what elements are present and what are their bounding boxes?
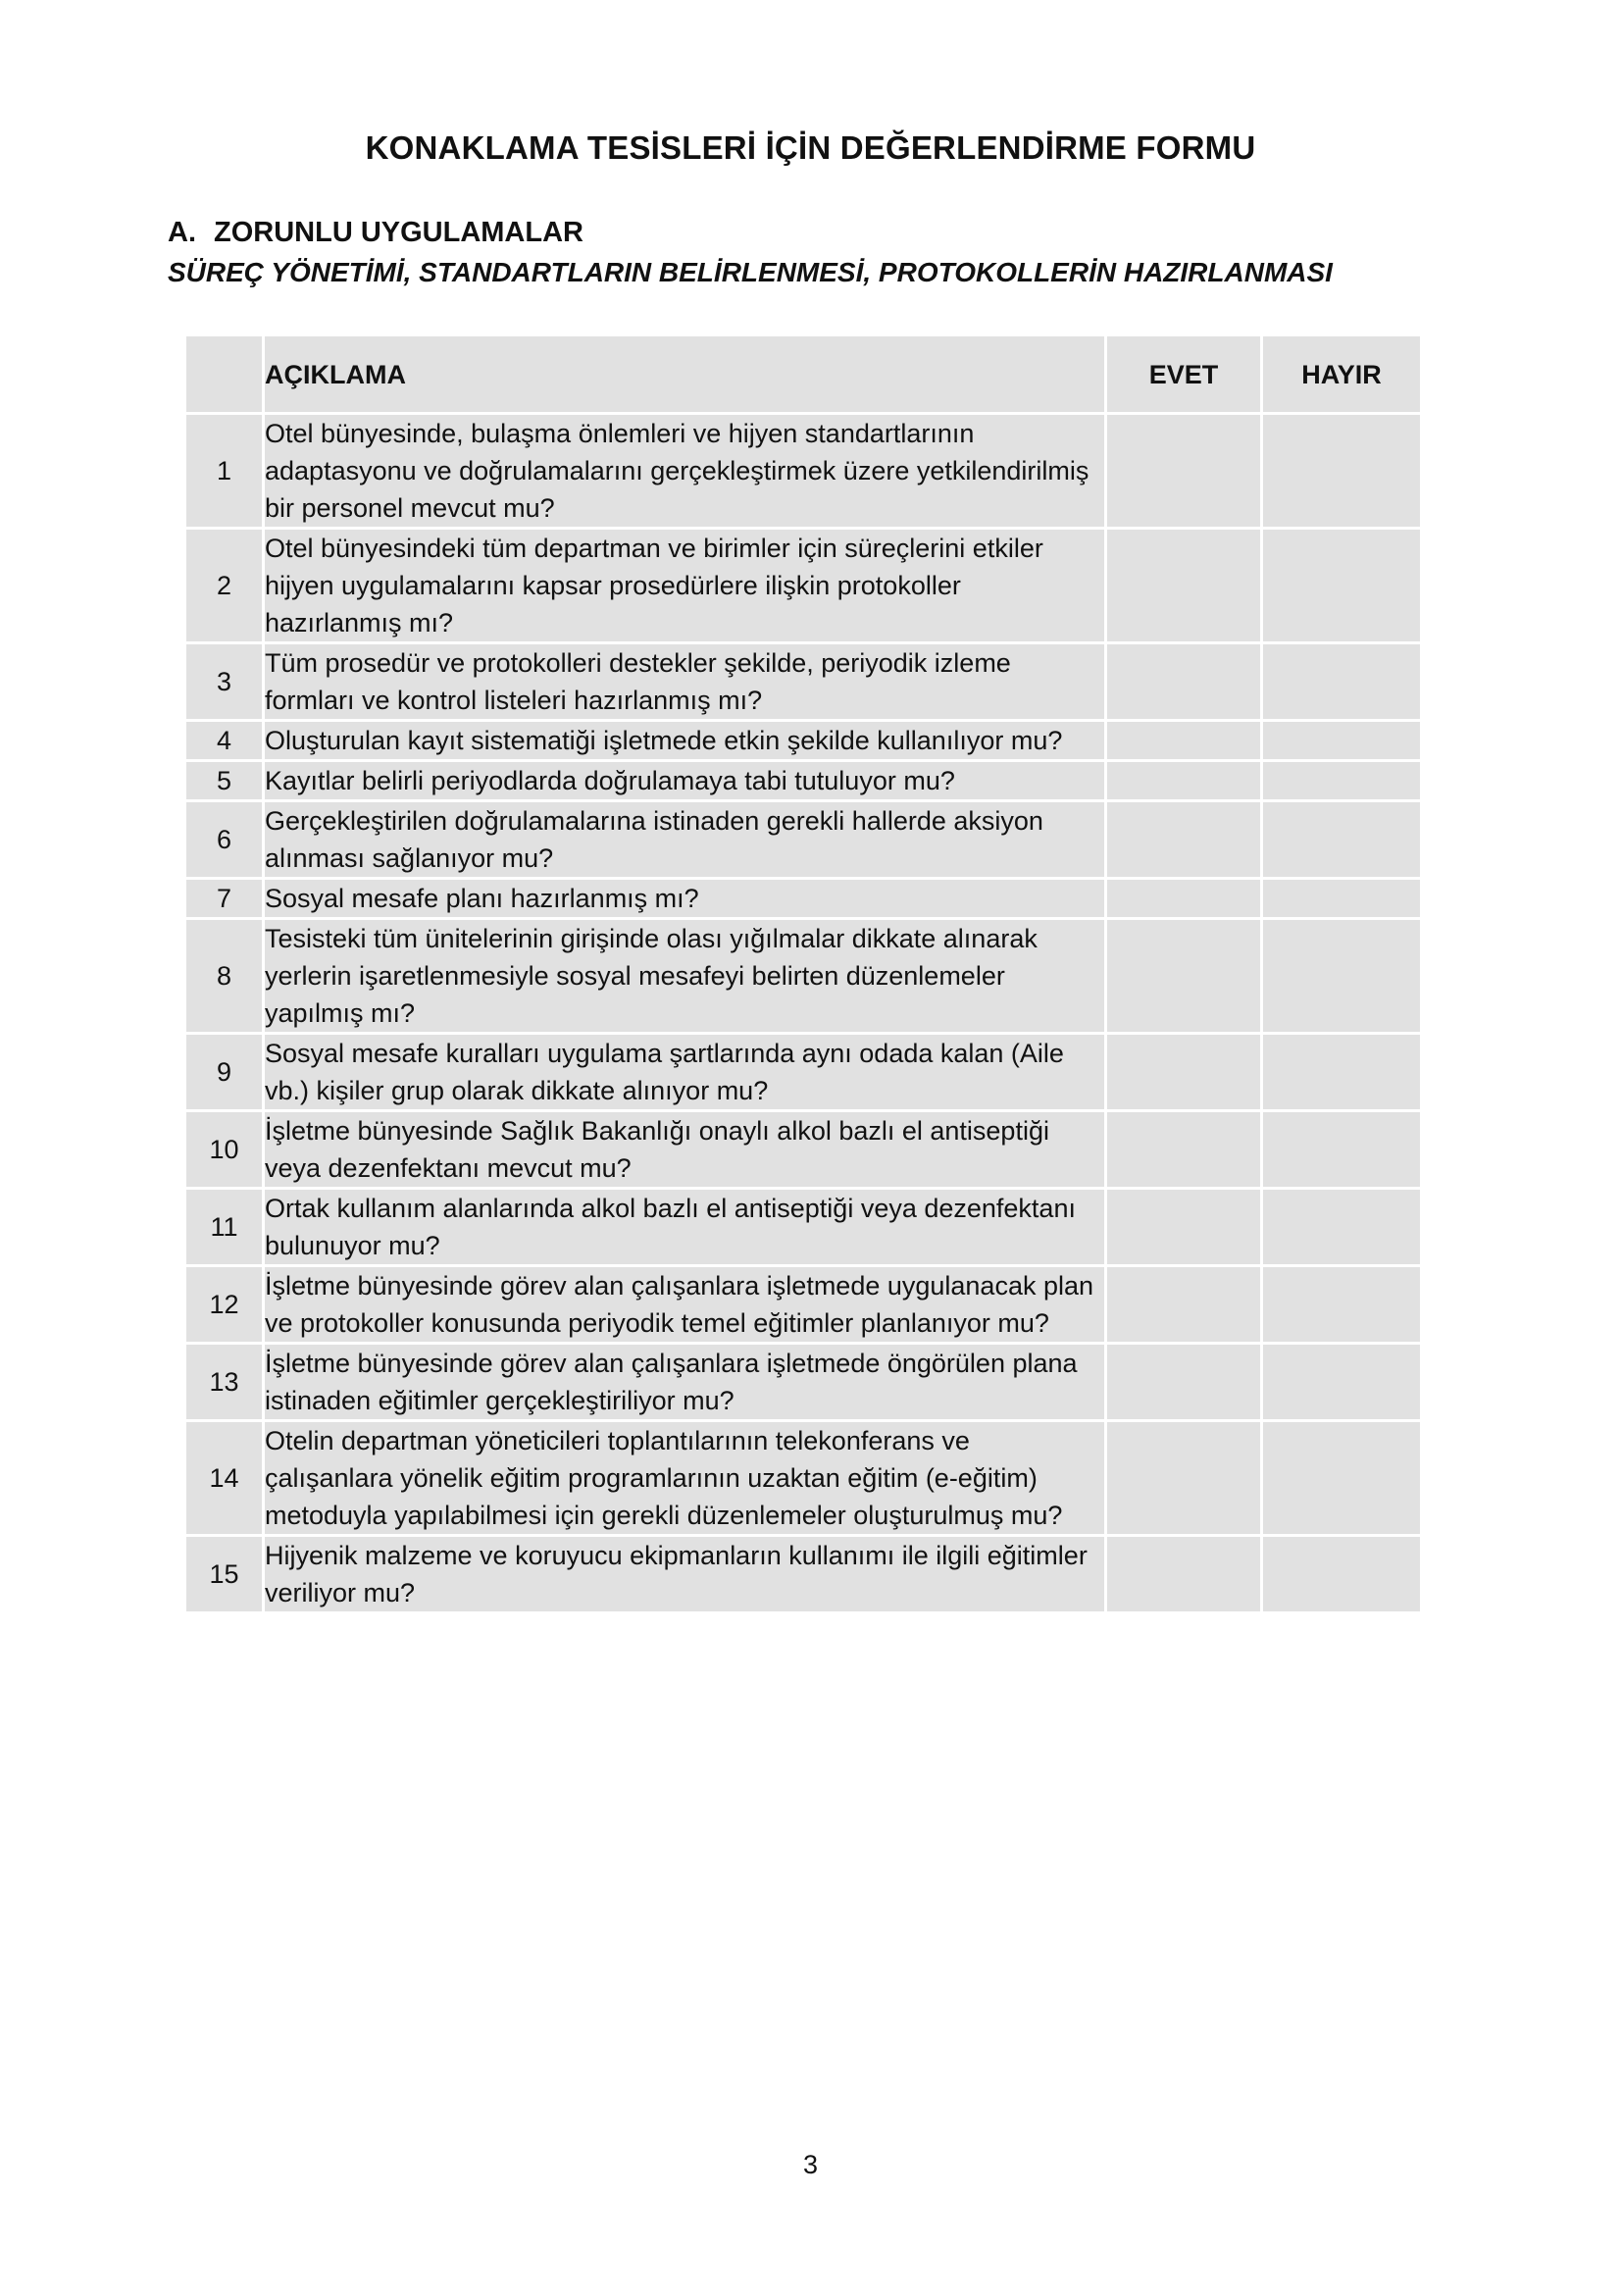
table-row [186, 1422, 1420, 1534]
row-description: Otel bünyesinde, bulaşma önlemleri ve hijyen standartlarının adaptasyonu ve doğrulamalarını gerçekleştirmek üzere yetkilendirilmiş bir personel mevcut mu? [265, 415, 1104, 527]
evet-answer-cell[interactable] [1107, 1190, 1260, 1264]
evet-answer-cell[interactable] [1107, 1267, 1260, 1342]
table-row [186, 762, 1420, 799]
row-description: Hijyenik malzeme ve koruyucu ekipmanların kullanımı ile ilgili eğitimler veriliyor mu? [265, 1537, 1104, 1611]
section-title: ZORUNLU UYGULAMALAR [214, 217, 583, 248]
row-number: 2 [186, 530, 262, 641]
evet-answer-cell[interactable] [1107, 802, 1260, 877]
evet-answer-cell[interactable] [1107, 880, 1260, 917]
row-description: Tesisteki tüm ünitelerinin girişinde olası yığılmalar dikkate alınarak yerlerin işaretlenmesiyle sosyal mesafeyi belirten düzenlemeler yapılmış mı? [265, 920, 1104, 1032]
row-number: 5 [186, 762, 262, 799]
evet-answer-cell[interactable] [1107, 722, 1260, 759]
row-description: Sosyal mesafe kuralları uygulama şartlarında aynı odada kalan (Aile vb.) kişiler grup olarak dikkate alınıyor mu? [265, 1035, 1104, 1109]
header-description: AÇIKLAMA [265, 336, 1104, 412]
row-description: Gerçekleştirilen doğrulamalarına istinaden gerekli hallerde aksiyon alınması sağlanıyor mu? [265, 802, 1104, 877]
row-number: 14 [186, 1422, 262, 1534]
hayir-answer-cell[interactable] [1263, 920, 1420, 1032]
row-number: 3 [186, 644, 262, 719]
header-no: HAYIR [1263, 336, 1420, 412]
row-description: Tüm prosedür ve protokolleri destekler şekilde, periyodik izleme formları ve kontrol listeleri hazırlanmış mı? [265, 644, 1104, 719]
hayir-answer-cell[interactable] [1263, 1422, 1420, 1534]
hayir-answer-cell[interactable] [1263, 880, 1420, 917]
evet-answer-cell[interactable] [1107, 644, 1260, 719]
table-row [186, 1035, 1420, 1109]
hayir-answer-cell[interactable] [1263, 415, 1420, 527]
row-description: İşletme bünyesinde görev alan çalışanlara işletmede uygulanacak plan ve protokoller konusunda periyodik temel eğitimler planlanıyor mu? [265, 1267, 1104, 1342]
table-row [186, 920, 1420, 1032]
row-description: Kayıtlar belirli periyodlarda doğrulamaya tabi tutuluyor mu? [265, 762, 1104, 799]
hayir-answer-cell[interactable] [1263, 1537, 1420, 1611]
table-row [186, 1267, 1420, 1342]
hayir-answer-cell[interactable] [1263, 1267, 1420, 1342]
evet-answer-cell[interactable] [1107, 1035, 1260, 1109]
table-row [186, 1345, 1420, 1419]
row-description: Otelin departman yöneticileri toplantılarının telekonferans ve çalışanlara yönelik eğitim programlarının uzaktan eğitim (e-eğitim) metoduyla yapılabilmesi için gerekli düzenlemeler oluşturulmuş mu? [265, 1422, 1104, 1534]
evet-answer-cell[interactable] [1107, 1422, 1260, 1534]
table-row [186, 802, 1420, 877]
header-yes: EVET [1107, 336, 1260, 412]
form-title: KONAKLAMA TESİSLERİ İÇİN DEĞERLENDİRME FORMU [365, 129, 1256, 166]
evet-answer-cell[interactable] [1107, 415, 1260, 527]
table-row [186, 530, 1420, 641]
row-number: 9 [186, 1035, 262, 1109]
row-description: İşletme bünyesinde Sağlık Bakanlığı onaylı alkol bazlı el antiseptiği veya dezenfektanı mevcut mu? [265, 1112, 1104, 1187]
hayir-answer-cell[interactable] [1263, 1035, 1420, 1109]
header-number [186, 336, 262, 412]
hayir-answer-cell[interactable] [1263, 762, 1420, 799]
evet-answer-cell[interactable] [1107, 920, 1260, 1032]
row-number: 12 [186, 1267, 262, 1342]
table-row [186, 644, 1420, 719]
row-description: Ortak kullanım alanlarında alkol bazlı el antiseptiği veya dezenfektanı bulunuyor mu? [265, 1190, 1104, 1264]
row-description: Oluşturulan kayıt sistematiği işletmede etkin şekilde kullanılıyor mu? [265, 722, 1104, 759]
hayir-answer-cell[interactable] [1263, 1345, 1420, 1419]
evet-answer-cell[interactable] [1107, 1112, 1260, 1187]
hayir-answer-cell[interactable] [1263, 530, 1420, 641]
section-subheading: SÜREÇ YÖNETİMİ, STANDARTLARIN BELİRLENMESİ, PROTOKOLLERİN HAZIRLANMASI [168, 257, 1333, 287]
section-heading [168, 217, 583, 249]
page-number: 3 [802, 2150, 819, 2179]
row-number: 6 [186, 802, 262, 877]
row-number: 8 [186, 920, 262, 1032]
hayir-answer-cell[interactable] [1263, 644, 1420, 719]
row-number: 11 [186, 1190, 262, 1264]
row-number: 4 [186, 722, 262, 759]
table-row [186, 880, 1420, 917]
row-number: 10 [186, 1112, 262, 1187]
table-header-row [186, 336, 1420, 412]
table-row [186, 1190, 1420, 1264]
hayir-answer-cell[interactable] [1263, 1190, 1420, 1264]
hayir-answer-cell[interactable] [1263, 802, 1420, 877]
row-number: 7 [186, 880, 262, 917]
section-letter: A. [168, 217, 196, 248]
evaluation-table [183, 333, 1423, 1614]
table-body [186, 415, 1420, 1611]
row-number: 13 [186, 1345, 262, 1419]
row-number: 1 [186, 415, 262, 527]
hayir-answer-cell[interactable] [1263, 1112, 1420, 1187]
row-number: 15 [186, 1537, 262, 1611]
row-description: Otel bünyesindeki tüm departman ve birimler için süreçlerini etkiler hijyen uygulamalarını kapsar prosedürlere ilişkin protokoller hazırlanmış mı? [265, 530, 1104, 641]
table-row [186, 1537, 1420, 1611]
row-description: İşletme bünyesinde görev alan çalışanlara işletmede öngörülen plana istinaden eğitimler gerçekleştiriliyor mu? [265, 1345, 1104, 1419]
evet-answer-cell[interactable] [1107, 762, 1260, 799]
table-row [186, 415, 1420, 527]
table-row [186, 722, 1420, 759]
evet-answer-cell[interactable] [1107, 1537, 1260, 1611]
row-description: Sosyal mesafe planı hazırlanmış mı? [265, 880, 1104, 917]
evet-answer-cell[interactable] [1107, 1345, 1260, 1419]
evet-answer-cell[interactable] [1107, 530, 1260, 641]
table-row [186, 1112, 1420, 1187]
hayir-answer-cell[interactable] [1263, 722, 1420, 759]
